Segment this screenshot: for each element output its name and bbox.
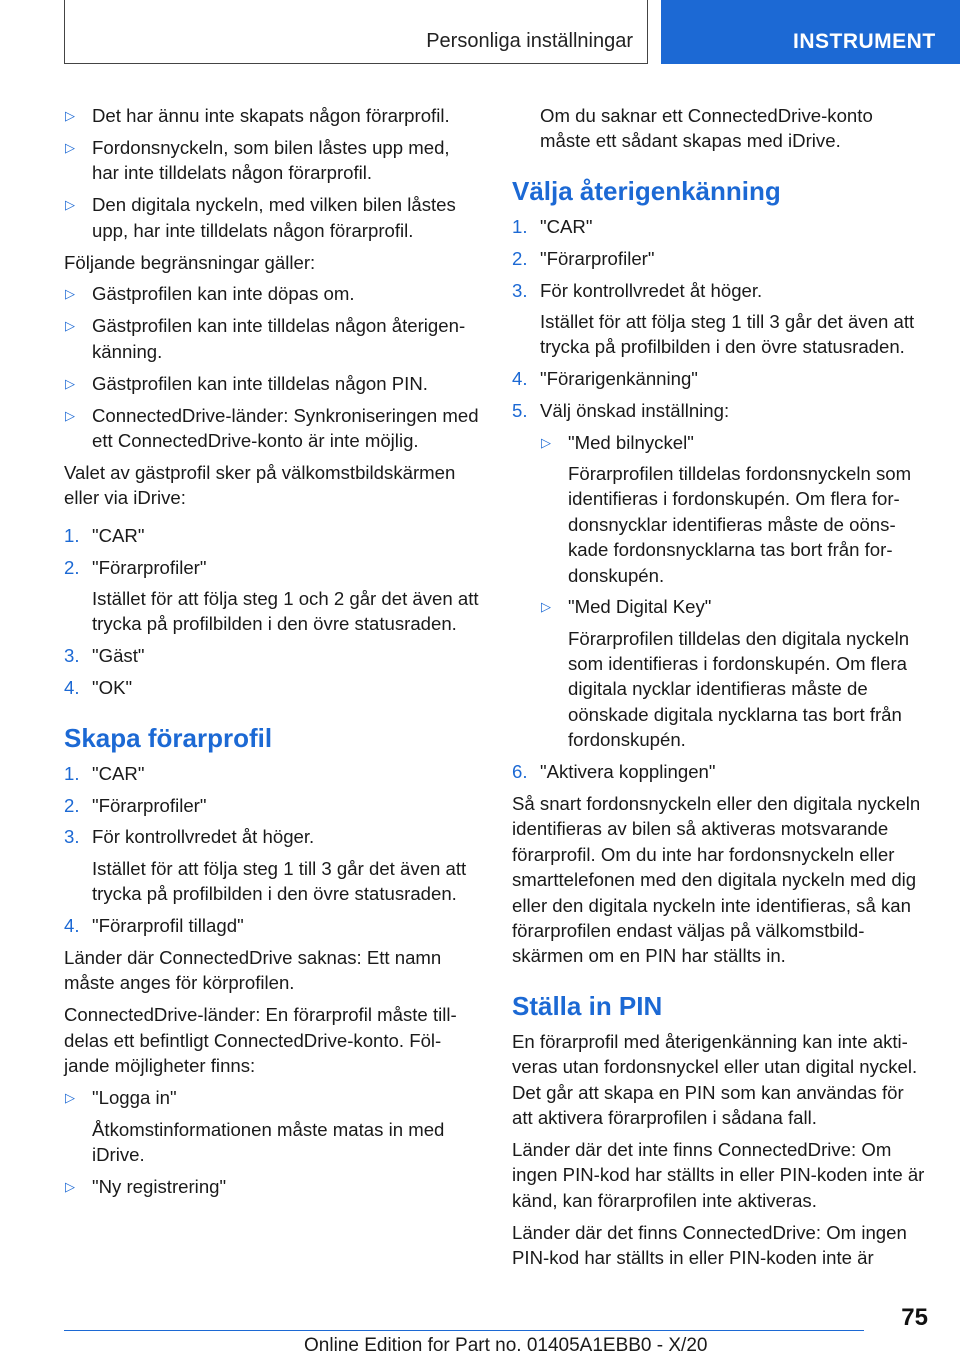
triangle-bullet-icon: ▷	[65, 407, 75, 423]
edition-text: Online Edition for Part no. 01405A1EBB0 - X/20	[304, 1335, 708, 1356]
guest-steps	[64, 523, 480, 701]
list-item: ▷ "Med bilnyckel" Förarprofilen tilldelas fordonsnyckeln som identifieras i fordonskupén. Om flera fordonsnycklar identifieras måste de oönskade fordonsnycklarna tas bort från fordonskupén.	[540, 430, 928, 588]
list-item: ▷ Den digitala nyckeln, med vilken bilen låstes upp, har inte tilldelats någon förarprofil.	[65, 194, 456, 241]
step-item: 2. "Förarprofiler" Istället för att följa steg 1 och 2 går det även att trycka på profilbilden i den övre statusraden.	[64, 555, 480, 637]
step-item: 3. För kontrollvredet åt höger. Istället för att följa steg 1 till 3 går det även att trycka på profilbilden i den övre statusraden.	[512, 278, 928, 360]
triangle-bullet-icon: ▷	[65, 375, 75, 391]
guest-intro: Valet av gästprofil sker på välkomstbildskärmen eller via iDrive:	[64, 461, 456, 509]
option-note: Förarprofilen tilldelas fordonsnyckeln som identifieras i fordonskupén. Om flera fordonsnycklar identifieras måste de oönskade fordonsnycklarna tas bort från fordonskupén.	[568, 463, 912, 586]
footer-divider	[64, 1330, 864, 1331]
triangle-bullet-icon: ▷	[65, 1178, 75, 1194]
bullet-list-conditions	[64, 103, 480, 243]
step-item: 3. För kontrollvredet åt höger. Istället för att följa steg 1 till 3 går det även att trycka på profilbilden i den övre statusraden.	[64, 824, 480, 906]
page-header	[0, 0, 960, 66]
chapter-title: INSTRUMENT	[793, 30, 936, 53]
heading-select-recognition: Välja återigenkänning	[512, 175, 781, 206]
triangle-bullet-icon: ▷	[65, 318, 75, 334]
create-steps	[64, 761, 480, 939]
triangle-bullet-icon: ▷	[541, 434, 551, 450]
step-item: 4. "Förarprofil tillagd"	[64, 915, 244, 937]
step-item: 6. "Aktivera kopplingen"	[512, 761, 716, 783]
triangle-bullet-icon: ▷	[541, 599, 551, 615]
step-item: 4. "OK"	[64, 677, 133, 699]
step-note: Istället för att följa steg 1 till 3 går det även att trycka på profilbilden i den övre statusraden.	[540, 311, 915, 358]
triangle-bullet-icon: ▷	[65, 139, 75, 155]
list-item: ▷ "Logga in" Åtkomstinformationen måste matas in med iDrive.	[64, 1085, 480, 1167]
list-item: ▷ Gästprofilen kan inte tilldelas någon PIN.	[64, 371, 480, 396]
triangle-bullet-icon: ▷	[65, 1090, 75, 1106]
bullet-list-restrictions	[64, 281, 480, 453]
right-column	[512, 103, 928, 1277]
list-item: ▷ Det har ännu inte skapats någon förarprofil.	[64, 103, 480, 128]
list-item: ▷ Gästprofilen kan inte döpas om.	[64, 281, 480, 306]
page-number: 75	[901, 1304, 928, 1331]
para-pin-1: En förarprofil med återigenkänning kan inte aktiveras utan fordonsnyckel eller utan digital nyckel. Det går att skapa en PIN som kan användas för att aktivera förarprofilen i sådana fall.	[512, 1030, 918, 1128]
step-item: 1. "CAR"	[512, 215, 593, 237]
chapter-tab	[661, 0, 960, 64]
footer-edition	[304, 1335, 707, 1357]
para-pin-3: Länder där det finns ConnectedDrive: Om ingen PIN-kod har ställts in eller PIN-koden inte är	[512, 1221, 907, 1269]
section-title: Personliga inställningar	[426, 30, 633, 52]
step-item: 2. "Förarprofiler"	[512, 247, 655, 269]
list-item: ▷ Fordonsnyckeln, som bilen låstes upp med, har inte tilldelats någon förarprofil.	[65, 136, 450, 184]
recognition-steps	[512, 214, 928, 785]
triangle-bullet-icon: ▷	[65, 108, 75, 123]
step-note: Istället för att följa steg 1 och 2 går det även att trycka på profilbilden i den övre statusraden.	[92, 588, 479, 635]
left-column	[64, 103, 480, 1206]
para-pin-2: Länder där det inte finns ConnectedDrive: Om ingen PIN-kod har ställts in eller PIN-koden inte är känd, kan förarprofilen inte aktiveras.	[512, 1138, 925, 1211]
para-connecteddrive: ConnectedDrive-länder: En förarprofil måste tilldelas ett befintligt ConnectedDrive-konto. Följande möjligheter finns:	[64, 1004, 457, 1077]
step-item: 1. "CAR"	[64, 762, 145, 784]
heading-create-profile: Skapa förarprofil	[64, 722, 273, 753]
section-tab	[64, 0, 648, 64]
step-note: Istället för att följa steg 1 till 3 går det även att trycka på profilbilden i den övre statusraden.	[92, 857, 467, 905]
triangle-bullet-icon: ▷	[65, 286, 75, 302]
list-item: ▷ Gästprofilen kan inte tilldelas någon återigenkänning.	[65, 315, 466, 362]
list-item: ▷ ConnectedDrive-länder: Synkroniseringen med ett ConnectedDrive-konto är inte möjlig.	[65, 404, 479, 451]
step-item: 4. "Förarigenkänning"	[512, 368, 698, 390]
bullet-list-account	[64, 1085, 480, 1199]
heading-set-pin: Ställa in PIN	[512, 990, 663, 1021]
para-activation: Så snart fordonsnyckeln eller den digitala nyckeln identifieras av bilen så aktiveras motsvarande förarprofil. Om du inte har fordonsnyckeln eller smarttelefonen med den digitala nyckeln med dig eller den digitala nyckeln inte identifieras, så kan förarprofilen endast väljas på välkomstbildskärmen om en PIN har ställts in.	[512, 792, 921, 967]
step-item: 2. "Förarprofiler"	[64, 794, 207, 816]
list-item: ▷ "Med Digital Key" Förarprofilen tilldelas den digitala nyckeln som identifieras i fordonskupén. Om flera digitala nycklar identifieras måste de oönskade digitala nycklarna tas bort från fordonskupén.	[540, 594, 928, 752]
step-item: 3. "Gäst"	[64, 645, 145, 667]
item-note: Åtkomstinformationen måste matas in med iDrive.	[92, 1118, 445, 1165]
option-list	[540, 430, 928, 753]
list-item: ▷ "Ny registrering"	[64, 1174, 480, 1199]
intro-account: Om du saknar ett ConnectedDrive-konto måste ett sådant skapas med iDrive.	[540, 105, 873, 152]
restrictions-intro: Följande begränsningar gäller:	[64, 251, 316, 273]
option-note: Förarprofilen tilldelas den digitala nyckeln som identifieras i fordonskupén. Om flera digitala nycklar identifieras måste de oönskade digitala nycklarna tas bort från fordonskupén.	[568, 627, 910, 751]
triangle-bullet-icon: ▷	[65, 197, 75, 213]
para-no-connecteddrive: Länder där ConnectedDrive saknas: Ett namn måste anges för körprofilen.	[64, 947, 442, 994]
step-item: 1. "CAR"	[64, 524, 145, 546]
step-item: 5. Välj önskad inställning: ▷ "Med bilnyckel" Förarprofilen tilldelas fordonsnyckeln som identifieras i fordonskupén. Om flera fordonsnycklar identifieras måste de oönskade fordonsnycklarna tas bort från fordonskupén. ▷ "Med Digital Key" Förarprofilen tilldelas den digitala nyckeln som identifieras i fordonskupén. Om flera digitala nycklar identifieras måste de oönskade digitala nycklarna tas bort från fordonskupén.	[512, 398, 928, 752]
